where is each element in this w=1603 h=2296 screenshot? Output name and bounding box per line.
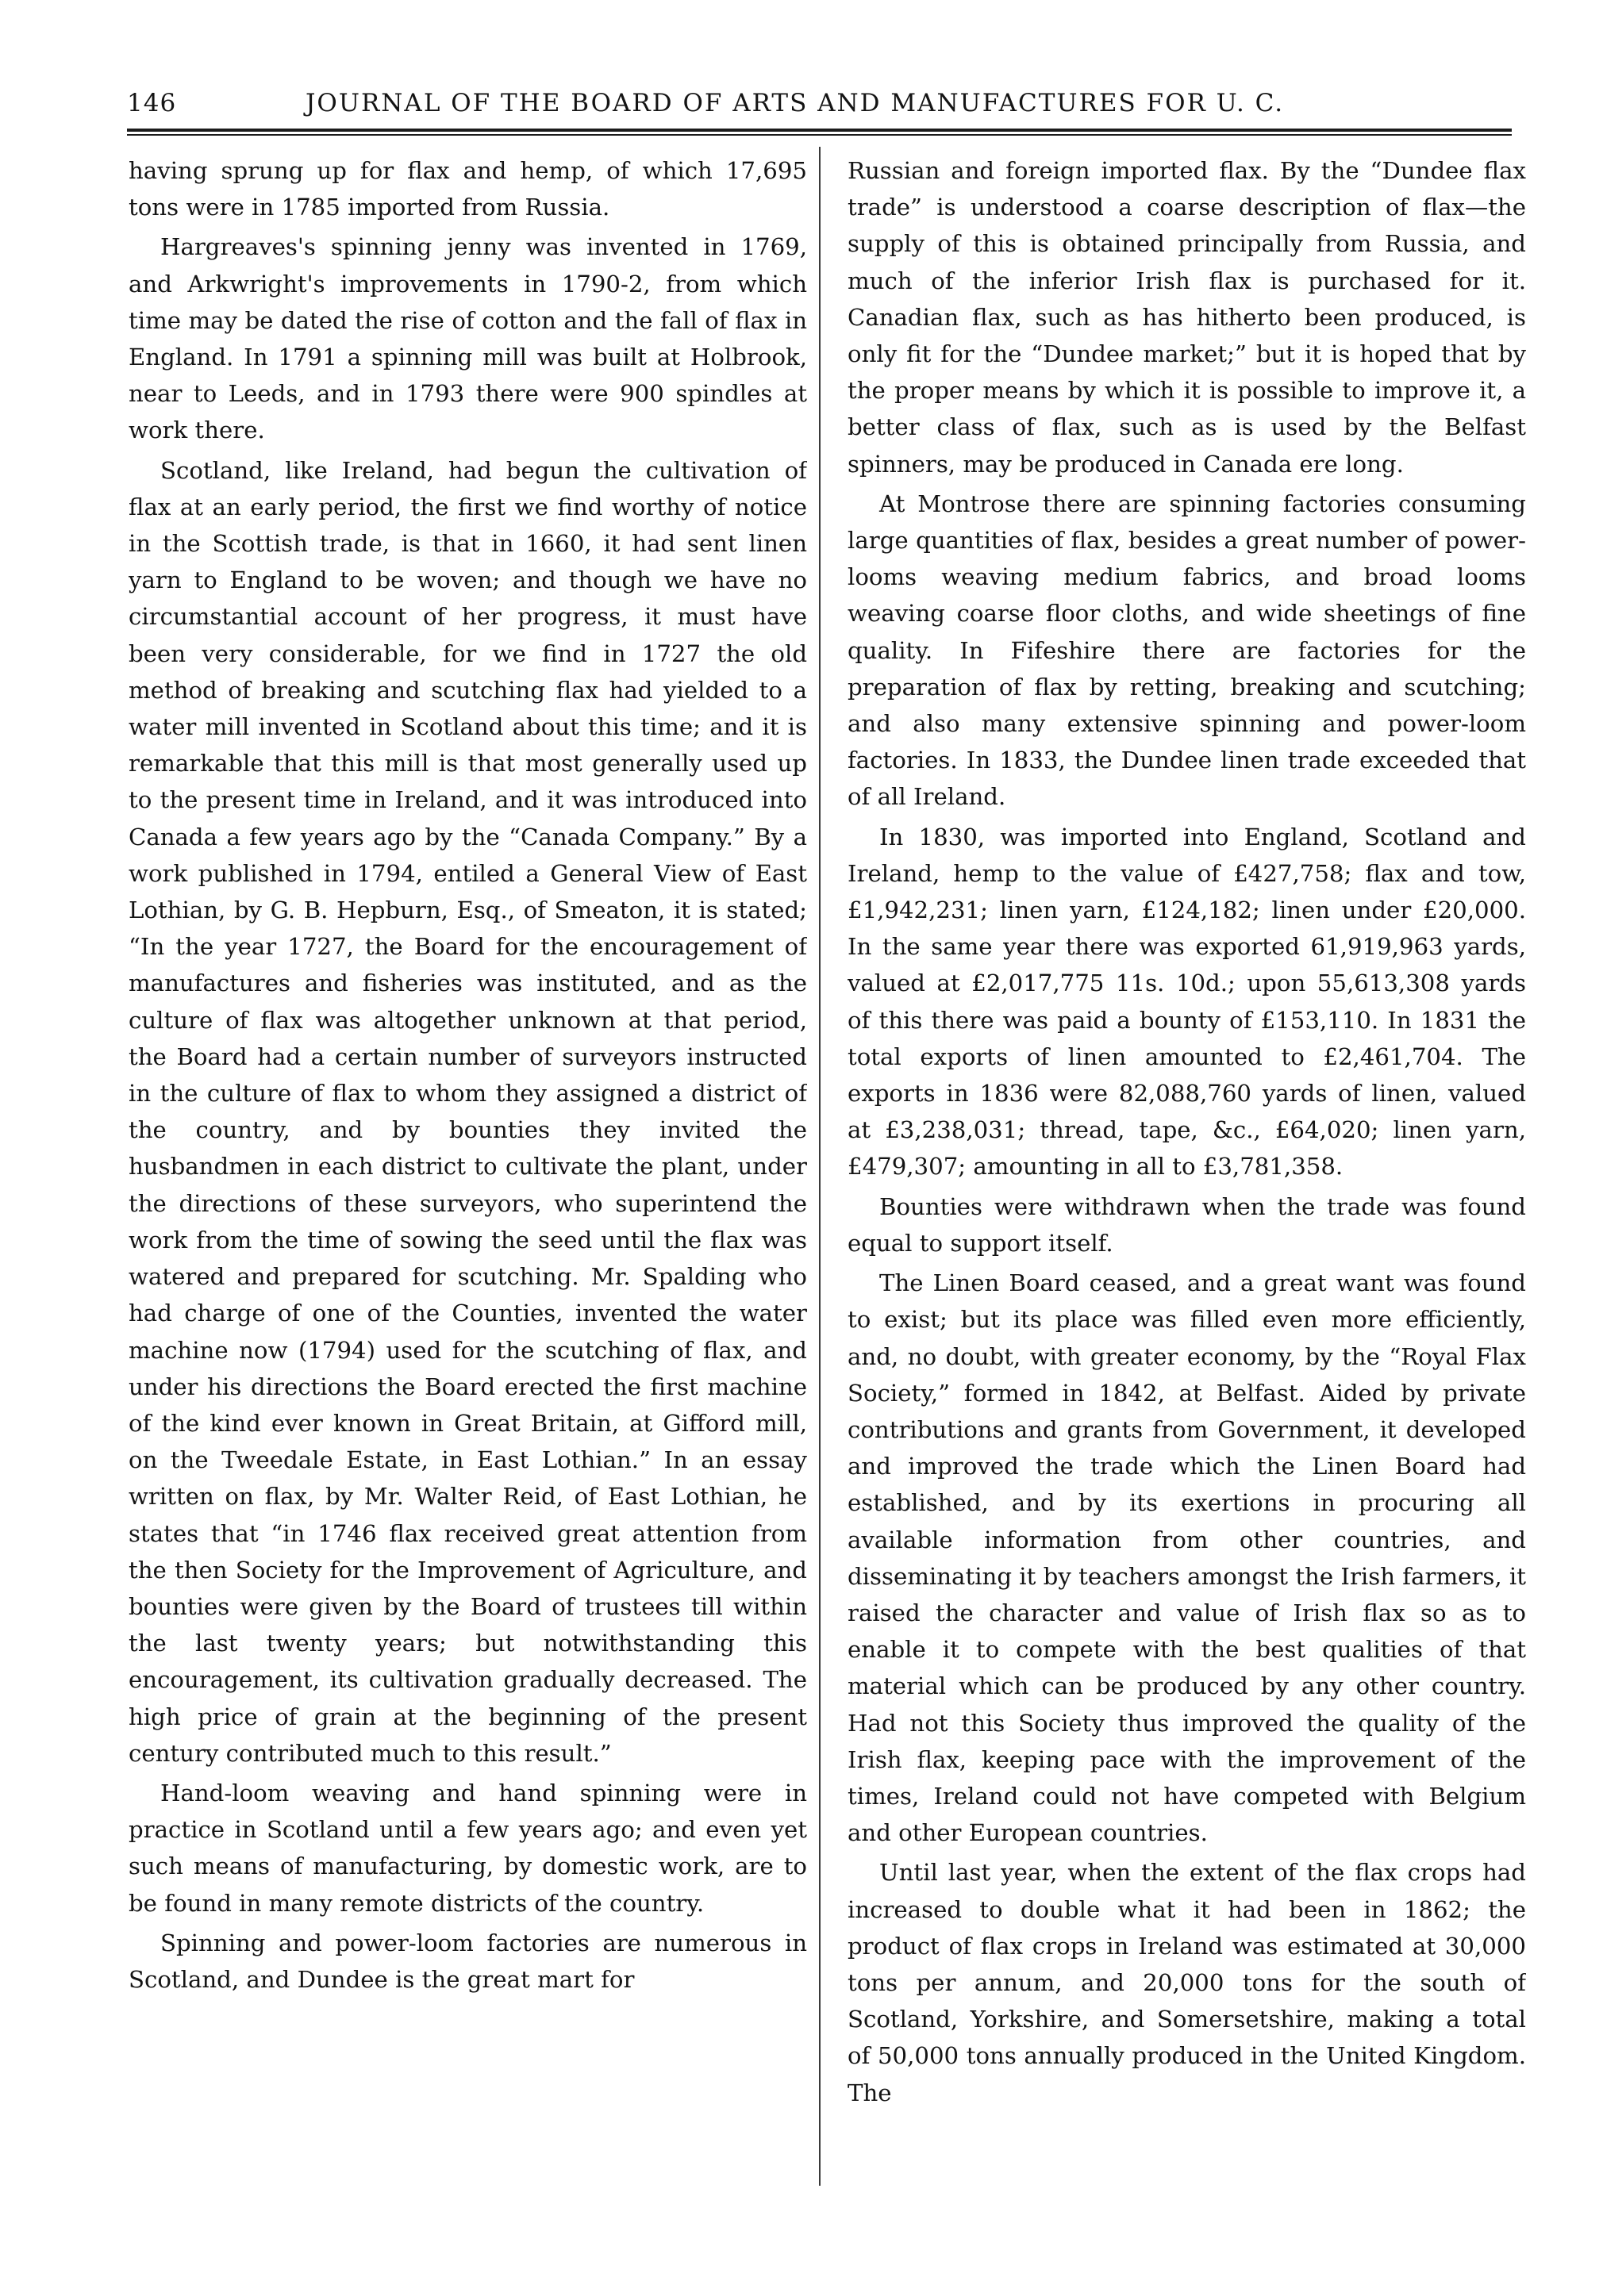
running-title: JOURNAL OF THE BOARD OF ARTS AND MANUFACTURES FOR U. C.: [306, 89, 1285, 117]
paragraph: Spinning and power-loom factories are numerous in Scotland, and Dundee is the great mart for: [129, 1929, 807, 1993]
page-number: 146: [127, 89, 177, 117]
paragraph: Scotland, like Ireland, had begun the cultivation of flax at an early period, the first we find worthy of notice in the Scottish trade, is that in 1660, it had sent linen yarn to England to be woven; and though we have no circumstantial account of her progress, it must have been very considerable, for we find in 1727 the old method of breaking and scutching flax had yielded to a water mill invented in Scotland about this time; and it is remarkable that this mill is that most generally used up to the present time in Ireland, and it was introduced into Canada a few years ago by the “Canada Company.” By a work published in 1794, entiled a General View of East Lothian, by G. B. Hepburn, Esq., of Smeaton, it is stated; “In the year 1727, the Board for the encouragement of manufactures and fisheries was instituted, and as the culture of flax was altogether unknown at that period, the Board had a certain number of surveyors instructed in the culture of flax to whom they assigned a district of the country, and by bounties they invited the husbandmen in each district to cultivate the plant, under the directions of these surveyors, who superintend the work from the time of sowing the seed until the flax was watered and prepared for scutching. Mr. Spalding who had charge of one of the Counties, invented the water machine now (1794) used for the scutching of flax, and under his directions the Board erected the first machine of the kind ever known in Great Britain, at Gifford mill, on the Tweedale Estate, in East Lothian.” In an essay written on flax, by Mr. Walter Reid, of East Lothian, he states that “in 1746 flax received great attention from the then Society for the Improvement of Agriculture, and bounties were given by the Board of trustees till within the last twenty years; but notwithstanding this encouragement, its cultivation gradually decreased. The high price of grain at the beginning of the present century contributed much to this result.”: [129, 456, 807, 1767]
paragraph: Hand-loom weaving and hand spinning were in practice in Scotland until a few years ago; and even yet such means of manufacturing, by domestic work, are to be found in many remote districts of the country.: [129, 1779, 807, 1917]
paragraph: Hargreaves's spinning jenny was invented in 1769, and Arkwright's improvements in 1790-2, from which time may be dated the rise of cotton and the fall of flax in England. In 1791 a spinning mill was built at Holbrook, near to Leeds, and in 1793 there were 900 spindles at work there.: [129, 233, 807, 444]
column-divider: [819, 147, 821, 2186]
paragraph: The Linen Board ceased, and a great want was found to exist; but its place was filled even more efficiently, and, no doubt, with greater economy, by the “Royal Flax Society,” formed in 1842, at Belfast. Aided by private contributions and grants from Government, it developed and improved the trade which the Linen Board had established, and by its exertions in procuring all available information from other countries, and disseminating it by teachers amongst the Irish farmers, it raised the character and value of Irish flax so as to enable it to compete with the best qualities of that material which can be produced by any other country. Had not this Society thus improved the quality of the Irish flax, keeping pace with the improvement of the times, Ireland could not have competed with Belgium and other European countries.: [848, 1269, 1526, 1847]
paragraph: Bounties were withdrawn when the trade was found equal to support itself.: [848, 1192, 1526, 1257]
paragraph: Russian and foreign imported flax. By the “Dundee flax trade” is understood a coarse description of flax—the supply of this is obtained principally from Russia, and much of the inferior Irish flax is purchased for it. Canadian flax, such as has hitherto been produced, is only fit for the “Dundee market;” but it is hoped that by the proper means by which it is possible to improve it, a better class of flax, such as is used by the Belfast spinners, may be produced in Canada ere long.: [848, 157, 1526, 478]
paragraph: having sprung up for flax and hemp, of which 17,695 tons were in 1785 imported from Russia.: [129, 157, 807, 221]
paragraph: At Montrose there are spinning factories consuming large quantities of flax, besides a great number of power-looms weaving medium fabrics, and broad looms weaving coarse floor cloths, and wide sheetings of fine quality. In Fifeshire there are factories for the preparation of flax by retting, breaking and scutching; and also many extensive spinning and power-loom factories. In 1833, the Dundee linen trade exceeded that of all Ireland.: [848, 490, 1526, 811]
paragraph: In 1830, was imported into England, Scotland and Ireland, hemp to the value of £427,758; flax and tow, £1,942,231; linen yarn, £124,182; linen under £20,000. In the same year there was exported 61,919,963 yards, valued at £2,017,775 11s. 10d.; upon 55,613,308 yards of this there was paid a bounty of £153,110. In 1831 the total exports of linen amounted to £2,461,704. The exports in 1836 were 82,088,760 yards of linen, valued at £3,238,031; thread, tape, &c., £64,020; linen yarn, £479,307; amounting in all to £3,781,358.: [848, 823, 1526, 1181]
header-rule-thick: [127, 129, 1512, 132]
page-header: [127, 89, 1512, 129]
paragraph: Until last year, when the extent of the flax crops had increased to double what it had been in 1862; the product of flax crops in Ireland was estimated at 30,000 tons per annum, and 20,000 tons for the south of Scotland, Yorkshire, and Somersetshire, making a total of 50,000 tons annually produced in the United Kingdom. The: [848, 1859, 1526, 2106]
left-column: [129, 152, 807, 2183]
right-column: [848, 152, 1526, 2183]
header-rule-thin: [127, 134, 1512, 136]
